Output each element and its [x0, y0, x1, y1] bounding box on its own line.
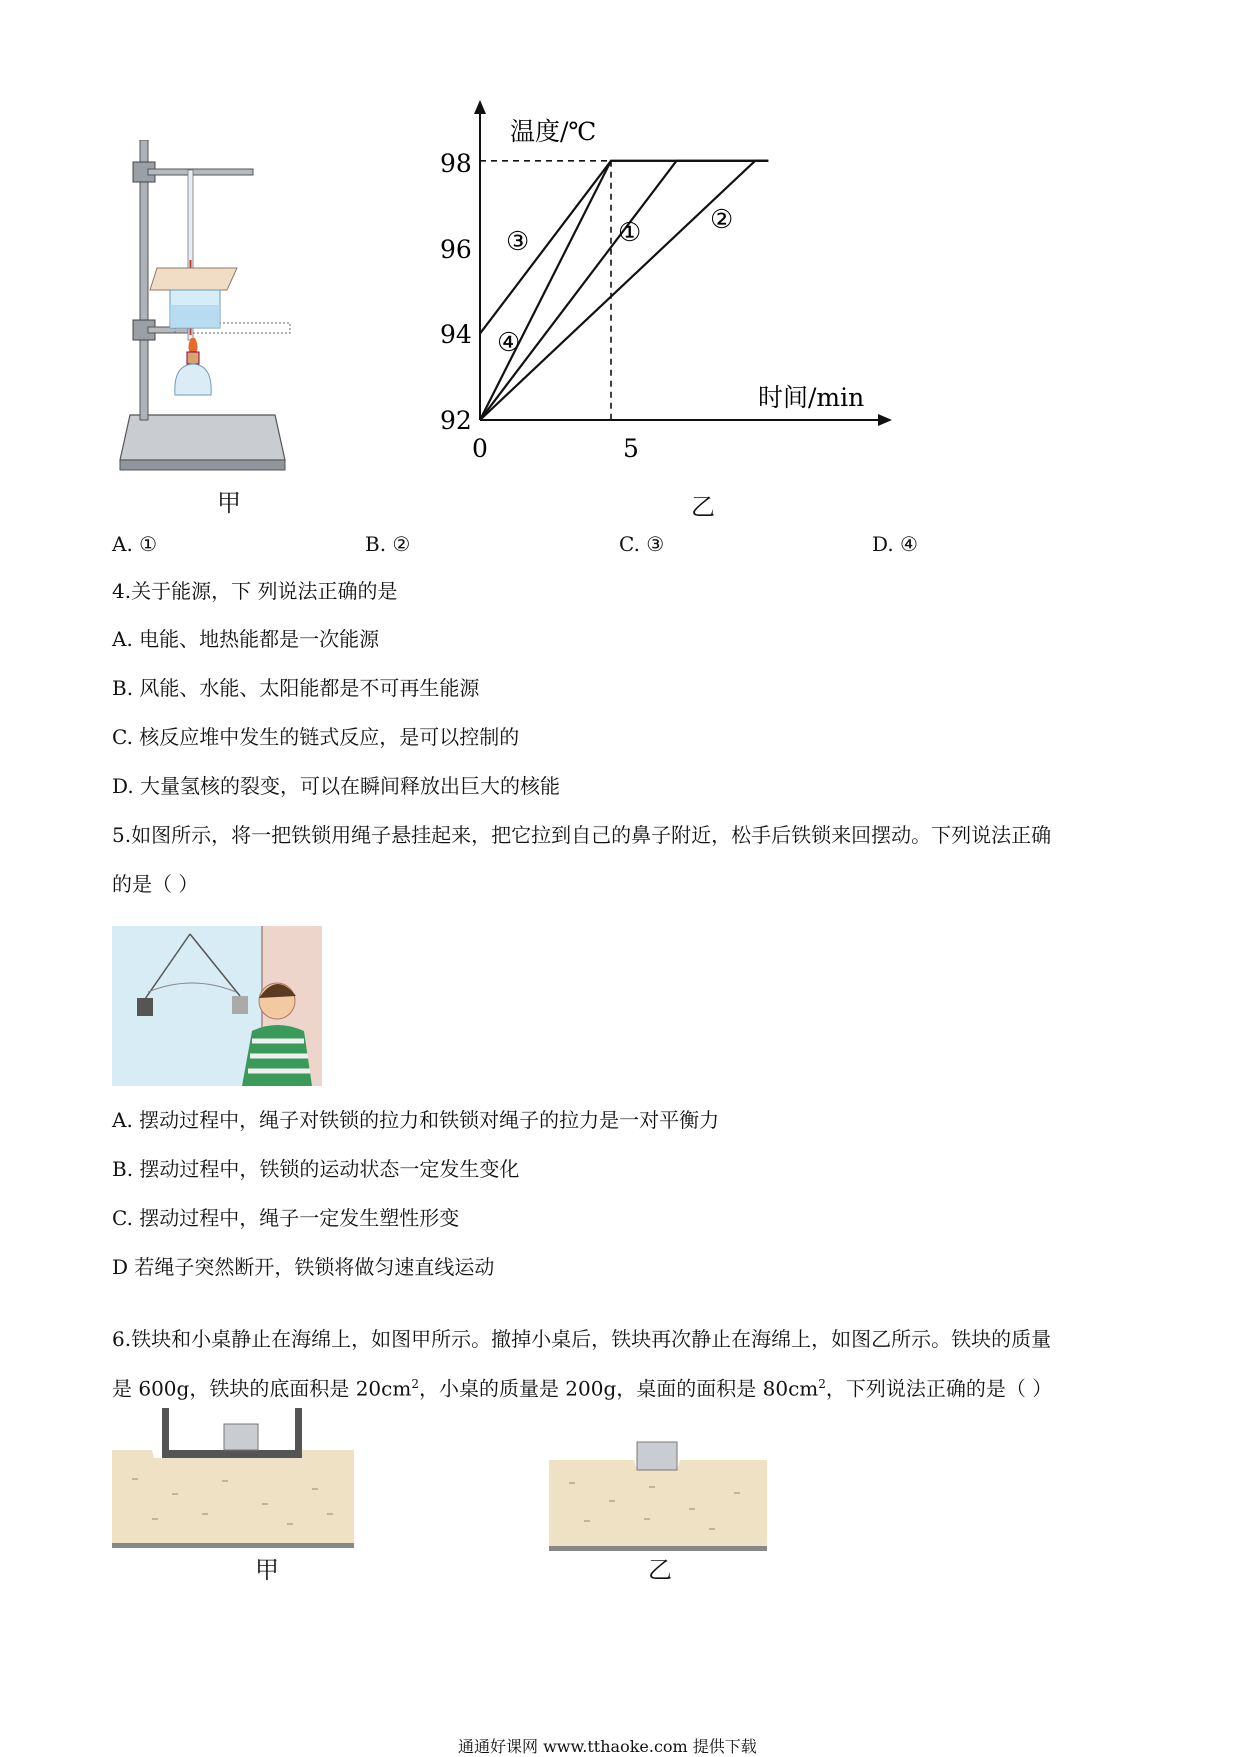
q5-option-b: B. 摆动过程中，铁锁的运动状态一定发生变化 [112, 1157, 520, 1181]
curve-label-3: ③ [506, 227, 530, 257]
q5-option-a: A. 摆动过程中，绳子对铁锁的拉力和铁锁对绳子的拉力是一对平衡力 [112, 1108, 720, 1132]
sponge-with-block-figure [549, 1420, 767, 1554]
y-axis-label: 温度/℃ [510, 117, 597, 146]
q6-stem-line2: 是 600g，铁块的底面积是 $20cm^2$，小桌的质量是 200g，桌面的面积是 $80cm^2$，下列说法正确的是（ ） [112, 1376, 1053, 1401]
q3-option-a: A. ① [112, 532, 158, 556]
q5-stem-line1: 5.如图所示，将一把铁锁用绳子悬挂起来，把它拉到自己的鼻子附近，松手后铁锁来回摆动。下列说法正确 [112, 823, 1052, 847]
fig-b-label: 乙 [648, 1556, 672, 1584]
q3-option-d: D. ④ [872, 532, 918, 556]
curve-label-4: ④ [497, 328, 521, 358]
graph-label: 乙 [691, 493, 715, 521]
q5-option-d: D 若绳子突然断开，铁锁将做匀速直线运动 [112, 1255, 495, 1279]
x-axis-label: 时间/min [758, 383, 865, 412]
x-axis-arrow [878, 414, 892, 426]
sponge-with-table-figure [112, 1408, 354, 1550]
q5-option-c: C. 摆动过程中，绳子一定发生塑性形变 [112, 1206, 460, 1230]
y-tick-label: 94 [440, 320, 472, 349]
series-line-2 [480, 161, 768, 420]
fig-a-label: 甲 [255, 1556, 279, 1584]
apparatus-figure [115, 140, 315, 480]
q3-option-b: B. ② [365, 532, 411, 556]
curve-label-2: ② [710, 205, 734, 235]
page-footer: 通通好课网 www.tthaoke.com 提供下载 [458, 1737, 757, 1756]
q6-stem-line1: 6.铁块和小桌静止在海绵上，如图甲所示。撤掉小桌后，铁块再次静止在海绵上，如图乙所示。铁块的质量 [112, 1327, 1052, 1351]
q4-stem: 4.关于能源，下 列说法正确的是 [112, 579, 398, 603]
series-line-4 [480, 161, 768, 420]
y-tick-label: 96 [440, 235, 472, 264]
q4-option-d: D. 大量氢核的裂变，可以在瞬间释放出巨大的核能 [112, 774, 561, 798]
q4-option-c: C. 核反应堆中发生的链式反应，是可以控制的 [112, 725, 520, 749]
x-tick-label: 0 [472, 434, 488, 463]
q4-option-b: B. 风能、水能、太阳能都是不可再生能源 [112, 676, 480, 700]
q3-option-c: C. ③ [619, 532, 665, 556]
q5-stem-line2: 的是（ ） [112, 872, 199, 896]
x-tick-label: 5 [623, 434, 639, 463]
y-axis-arrow [474, 100, 486, 114]
y-tick-label: 92 [440, 406, 472, 435]
y-tick-label: 98 [440, 149, 472, 178]
curve-label-1: ① [618, 218, 642, 248]
series-line-1 [480, 161, 768, 420]
pendulum-lock-figure [112, 926, 322, 1086]
temperature-time-graph [440, 98, 900, 478]
apparatus-label: 甲 [217, 489, 241, 517]
q4-option-a: A. 电能、地热能都是一次能源 [112, 627, 380, 651]
